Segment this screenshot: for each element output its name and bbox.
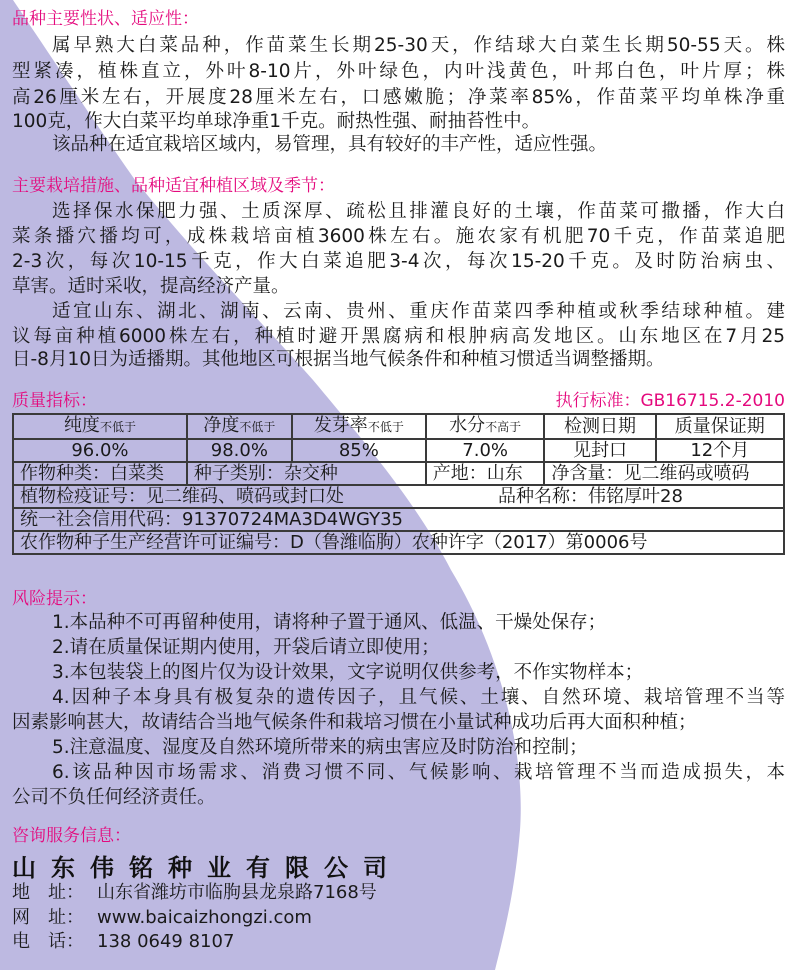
quarantine-variety-cell bbox=[13, 485, 784, 508]
seed-type-cell: 种子类别：杂交种 bbox=[187, 462, 426, 485]
value-test-date: 见封口 bbox=[544, 439, 655, 462]
quality-heading: 质量指标： bbox=[12, 391, 97, 411]
phone-label: 电 话： bbox=[12, 931, 84, 952]
variety-name: 品种名称：伟铭厚叶28 bbox=[498, 486, 683, 507]
net-content: 净含量：见二维码或喷码 bbox=[544, 462, 784, 485]
traits-line: 该品种在适宜栽培区域内，易管理，具有较好的丰产性，适应性强。 bbox=[52, 134, 608, 155]
website-row bbox=[12, 907, 312, 929]
traits-line: 100克，作大白菜平均单球净重1千克。耐热性强、耐抽苔性中。 bbox=[12, 111, 541, 132]
cultivation-line: 菜条播穴播均可，成株栽培亩植3600株左右。施农家有机肥70千克，作苗菜追肥 bbox=[12, 226, 785, 247]
value-germination: 85% bbox=[292, 439, 426, 462]
value-warranty: 12个月 bbox=[656, 439, 784, 462]
header-test-date: 检测日期 bbox=[544, 414, 655, 439]
table-row bbox=[13, 508, 784, 531]
cultivation-line: 日-8月10日为适播期。其他地区可根据当地气候条件和种植习惯适当调整播期。 bbox=[12, 349, 665, 370]
header-germination: 发芽率不低于 bbox=[292, 414, 426, 439]
table-values-row bbox=[13, 439, 784, 462]
crop-type: 作物种类：白菜类 bbox=[13, 462, 187, 485]
traits-line: 高26厘米左右，开展度28厘米左右，口感嫩脆；净菜率85%，作苗菜平均单株净重 bbox=[12, 87, 785, 108]
table-row bbox=[13, 531, 784, 554]
cultivation-line: 草害。适时采收，提高经济产量。 bbox=[12, 276, 290, 297]
value-cleanliness: 98.0% bbox=[187, 439, 292, 462]
value-moisture: 7.0% bbox=[426, 439, 545, 462]
traits-heading: 品种主要性状、适应性： bbox=[12, 9, 199, 29]
risk-line: 因素影响甚大，故请结合当地气候条件和栽培习惯在小量试种成功后再大面积种植； bbox=[12, 712, 697, 733]
cultivation-line: 适宜山东、湖北、湖南、云南、贵州、重庆作苗菜四季种植或秋季结球种植。建 bbox=[52, 301, 785, 322]
website-label: 网 址： bbox=[12, 907, 84, 928]
cultivation-line: 选择保水保肥力强、土质深厚、疏松且排灌良好的土壤，作苗菜可撒播，作大白 bbox=[52, 201, 785, 222]
traits-line: 型紧凑，植株直立，外叶8-10片，外叶绿色，内叶浅黄色，叶邦白色，叶片厚；株 bbox=[12, 61, 785, 82]
quarantine-number: 植物检疫证号：见二维码、喷码或封口处 bbox=[20, 486, 344, 507]
phone-row bbox=[12, 931, 234, 953]
quality-table bbox=[12, 413, 785, 555]
origin: 产地：山东 bbox=[426, 462, 545, 485]
cultivation-line: 议每亩种植6000株左右，种植时避开黑腐病和根肿病高发地区。山东地区在7月25 bbox=[12, 326, 785, 347]
risk-line: 2.请在质量保证期内使用，开袋后请立即使用； bbox=[52, 637, 440, 658]
risk-line: 5.注意温度、湿度及自然环境所带来的病虫害应及时防治和控制； bbox=[52, 737, 588, 758]
risk-line: 6.该品种因市场需求、消费习惯不同、气候影响、栽培管理不当而造成损失，本 bbox=[52, 762, 785, 783]
risk-line: 4.因种子本身具有极复杂的遗传因子，且气候、土壤、自然环境、栽培管理不当等 bbox=[52, 687, 785, 708]
traits-line: 属早熟大白菜品种，作苗菜生长期25-30天，作结球大白菜生长期50-55天。株 bbox=[52, 35, 785, 56]
address: 山东省潍坊市临朐县龙泉路7168号 bbox=[97, 882, 377, 903]
risk-line: 1.本品种不可再留种使用，请将种子置于通风、低温、干燥处保存； bbox=[52, 612, 607, 633]
header-purity: 纯度不低于 bbox=[13, 414, 187, 439]
table-header-row bbox=[13, 414, 784, 439]
header-moisture: 水分不高于 bbox=[426, 414, 545, 439]
header-warranty: 质量保证期 bbox=[656, 414, 784, 439]
risk-line: 公司不负任何经济责任。 bbox=[12, 787, 216, 808]
address-row bbox=[12, 882, 377, 904]
cultivation-line: 2-3次，每次10-15千克，作大白菜追肥3-4次，每次15-20千克。及时防治病虫、 bbox=[12, 251, 785, 272]
table-row bbox=[13, 485, 784, 508]
license-number: 农作物种子生产经营许可证编号：D（鲁潍临朐）农种许字（2017）第0006号 bbox=[13, 531, 784, 554]
table-row bbox=[13, 462, 784, 485]
cultivation-heading: 主要栽培措施、品种适宜种植区域及季节： bbox=[12, 176, 335, 196]
company-name: 山东伟铭种业有限公司 bbox=[12, 854, 402, 882]
header-cleanliness: 净度不低于 bbox=[187, 414, 292, 439]
address-label: 地 址： bbox=[12, 882, 84, 903]
execution-standard: 执行标准：GB16715.2-2010 bbox=[555, 391, 785, 411]
risk-heading: 风险提示： bbox=[12, 589, 97, 609]
risk-line: 3.本包装袋上的图片仅为设计效果，文字说明仅供参考，不作实物样本； bbox=[52, 662, 644, 683]
phone-number: 138 0649 8107 bbox=[97, 931, 235, 952]
website-link[interactable]: www.baicaizhongzi.com bbox=[97, 907, 312, 928]
value-purity: 96.0% bbox=[13, 439, 187, 462]
credit-code: 统一社会信用代码：91370724MA3D4WGY35 bbox=[13, 508, 784, 531]
contact-heading: 咨询服务信息： bbox=[12, 826, 131, 846]
